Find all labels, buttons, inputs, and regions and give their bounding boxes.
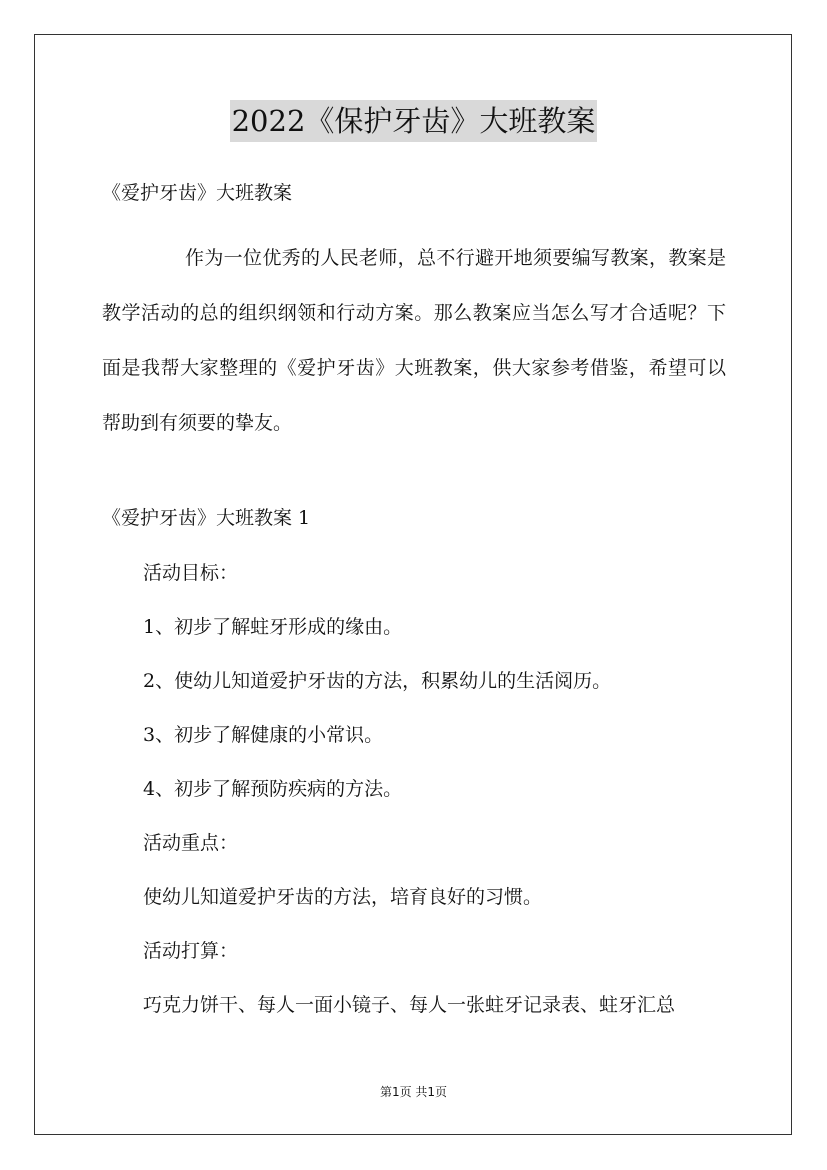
activity-goals-heading: 活动目标：: [143, 562, 239, 584]
intro-paragraph: 作为一位优秀的人民老师，总不行避开地须要编写教案，教案是教学活动的总的组织纲领和行动方案。那么教案应当怎么写才合适呢？下面是我帮大家整理的《爱护牙齿》大班教案，供大家参考借鉴，希望可以帮助到有须要的挚友。: [102, 247, 726, 434]
page-footer: 第1页 共1页: [379, 1085, 448, 1099]
document-title: 2022《保护牙齿》大班教案: [230, 100, 598, 142]
goal-item-2: 2、使幼儿知道爱护牙齿的方法，积累幼儿的生活阅历。: [143, 670, 612, 692]
document-subtitle: 《爱护牙齿》大班教案: [102, 182, 293, 204]
goal-item-3: 3、初步了解健康的小常识。: [143, 724, 384, 746]
activity-focus-heading: 活动重点：: [143, 832, 239, 854]
activity-prep-heading: 活动打算：: [143, 940, 239, 962]
activity-prep-text: 巧克力饼干、每人一面小镜子、每人一张蛀牙记录表、蛀牙汇总: [143, 994, 676, 1016]
title-container: [0, 100, 827, 142]
goal-item-4: 4、初步了解预防疾病的方法。: [143, 778, 403, 800]
goal-item-1: 1、初步了解蛀牙形成的缘由。: [143, 616, 403, 638]
section-heading: 《爱护牙齿》大班教案 1: [102, 507, 311, 529]
activity-focus-text: 使幼儿知道爱护牙齿的方法，培育良好的习惯。: [143, 886, 543, 908]
